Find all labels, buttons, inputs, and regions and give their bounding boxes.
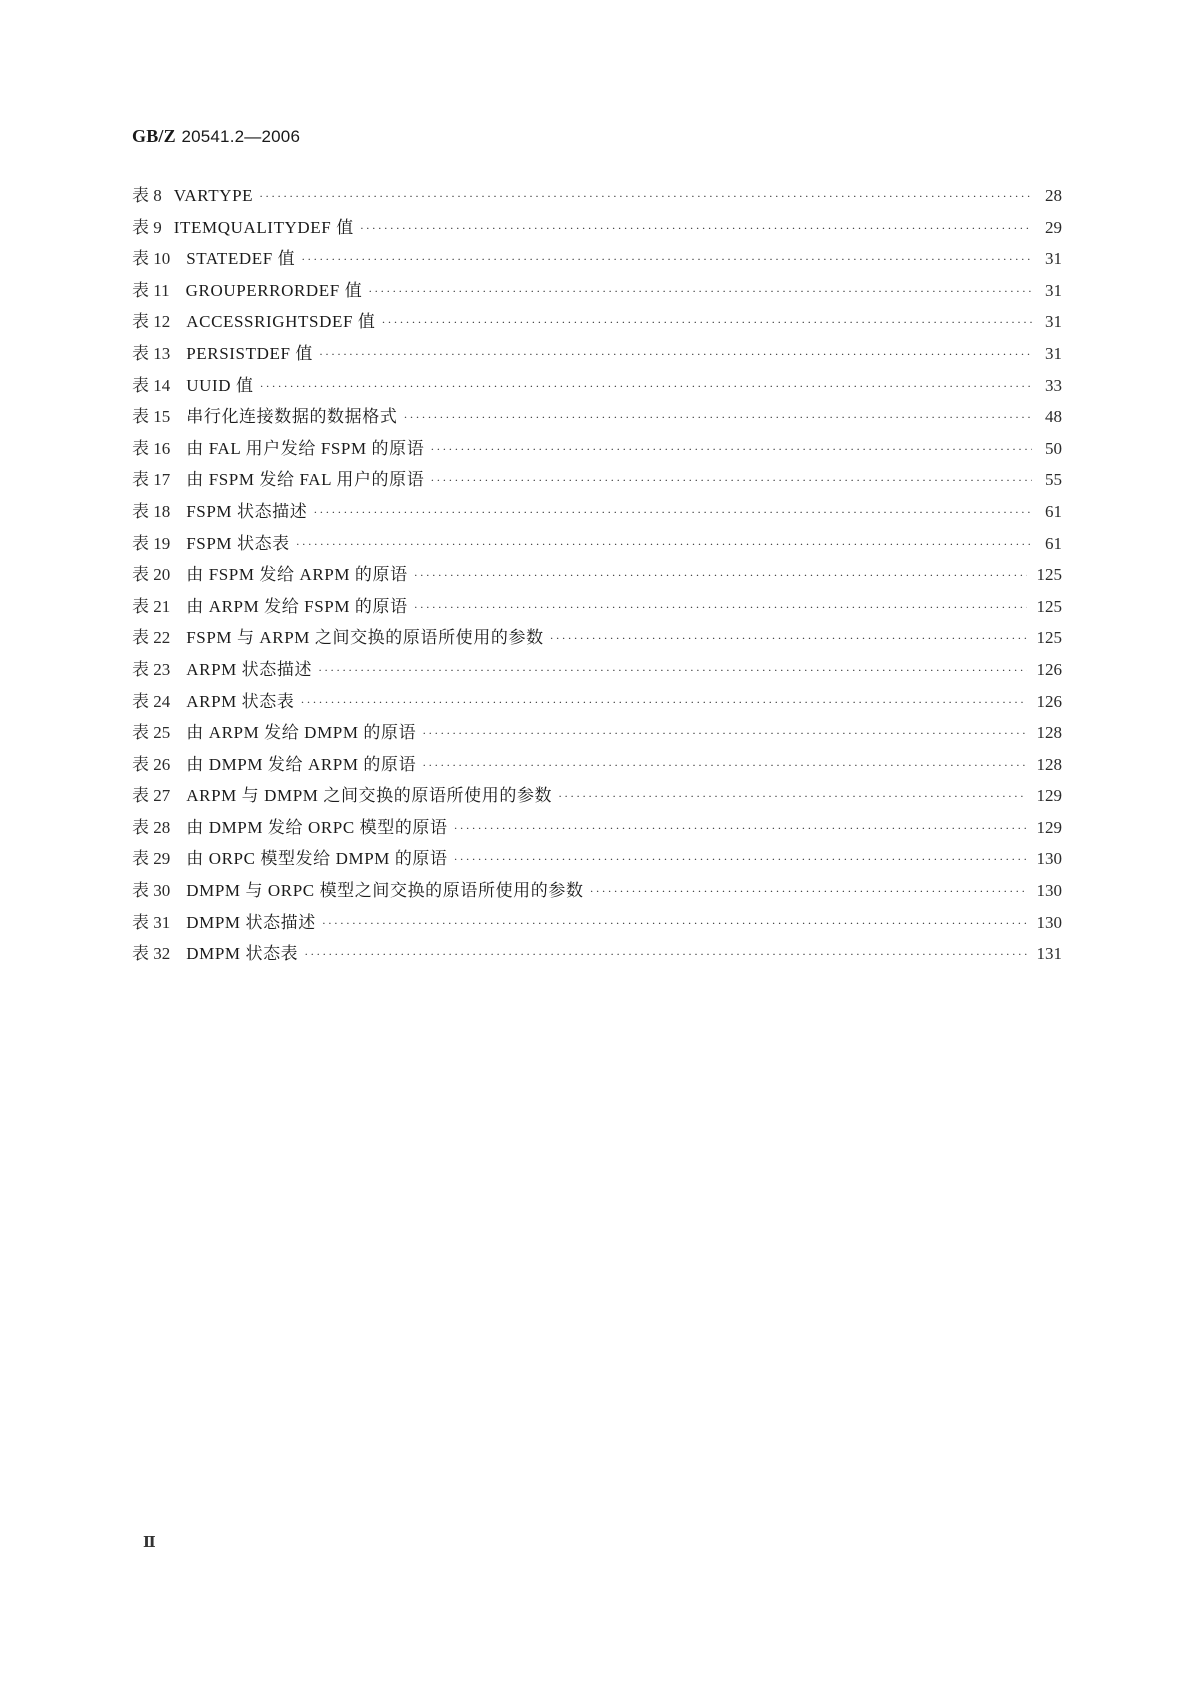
toc-entry-page: 125 xyxy=(1036,596,1062,616)
toc-entry-page: 50 xyxy=(1045,438,1062,458)
toc-entry-label: 表 29 xyxy=(132,849,171,869)
toc-entry-label: 表 18 xyxy=(132,501,171,521)
toc-entry-label: 表 21 xyxy=(132,596,171,616)
dot-leader xyxy=(430,442,1032,457)
dot-leader xyxy=(454,821,1027,836)
page-number: Ⅱ xyxy=(143,1535,156,1551)
toc-entry-page: 33 xyxy=(1045,375,1062,395)
toc-entry-title: FSPM 状态表 xyxy=(186,533,290,553)
toc-entry-label: 表 10 xyxy=(132,249,171,269)
toc-entry-label: 表 9 xyxy=(132,217,162,237)
toc-entry-label: 表 22 xyxy=(132,628,171,648)
toc-entry-title: ARPM 状态描述 xyxy=(186,659,313,679)
toc-entry-label: 表 8 xyxy=(132,186,162,205)
toc-entry-label: 表 15 xyxy=(132,407,171,427)
dot-leader xyxy=(550,631,1027,646)
toc-entry[interactable] xyxy=(132,781,1062,813)
toc-entry[interactable] xyxy=(132,939,1062,971)
dot-leader xyxy=(422,758,1026,773)
toc-entry-title: DMPM 与 ORPC 模型之间交换的原语所使用的参数 xyxy=(186,881,584,901)
toc-entry-title: STATEDEF 值 xyxy=(186,249,296,269)
toc-entry-label: 表 28 xyxy=(132,817,171,837)
toc-entry-title: 串行化连接数据的数据格式 xyxy=(186,407,398,427)
toc-entry-title: ITEMQUALITYDEF 值 xyxy=(173,217,354,237)
toc-entry-title: 由 DMPM 发给 ARPM 的原语 xyxy=(186,754,417,774)
toc-entry-page: 130 xyxy=(1036,881,1062,901)
toc-entry[interactable] xyxy=(132,655,1062,687)
dot-leader xyxy=(301,695,1027,710)
toc-entry[interactable] xyxy=(132,307,1062,339)
toc-entry-label: 表 32 xyxy=(132,944,171,964)
toc-entry-title: ACCESSRIGHTSDEF 值 xyxy=(186,312,376,332)
toc-entry-page: 130 xyxy=(1036,849,1062,869)
toc-entry-page: 131 xyxy=(1036,944,1062,964)
dot-leader xyxy=(403,410,1032,425)
toc-entry-title: ARPM 状态表 xyxy=(186,691,295,711)
dot-leader xyxy=(304,947,1026,962)
toc-entry[interactable] xyxy=(132,813,1062,845)
toc-entry-label: 表 17 xyxy=(132,470,171,490)
dot-leader xyxy=(313,505,1032,520)
dot-leader xyxy=(454,852,1027,867)
toc-entry[interactable] xyxy=(132,276,1062,308)
dot-leader xyxy=(301,252,1032,267)
toc-entry-label: 表 19 xyxy=(132,533,171,553)
dot-leader xyxy=(590,884,1027,899)
toc-entry[interactable] xyxy=(132,908,1062,940)
toc-entry-label: 表 12 xyxy=(132,312,171,332)
toc-entry[interactable] xyxy=(132,339,1062,371)
toc-entry-page: 31 xyxy=(1045,343,1062,363)
dot-leader xyxy=(322,916,1027,931)
toc-entry-title: UUID 值 xyxy=(186,375,254,395)
toc-entry-page: 129 xyxy=(1036,786,1062,806)
toc-entry-page: 125 xyxy=(1036,565,1062,585)
toc-entry[interactable] xyxy=(132,718,1062,750)
toc-entry[interactable] xyxy=(132,876,1062,908)
toc-entry-label: 表 26 xyxy=(132,754,171,774)
toc-entry-title: 由 DMPM 发给 ORPC 模型的原语 xyxy=(186,817,448,837)
toc-entry[interactable] xyxy=(132,529,1062,561)
toc-entry-title: 由 ARPM 发给 DMPM 的原语 xyxy=(186,723,417,743)
toc-entry-title: VARTYPE xyxy=(173,186,254,205)
toc-entry-label: 表 11 xyxy=(132,280,170,300)
toc-entry[interactable] xyxy=(132,213,1062,245)
toc-entry-title: 由 ORPC 模型发给 DMPM 的原语 xyxy=(186,849,448,869)
toc-entry-page: 55 xyxy=(1045,470,1062,490)
toc-entry-page: 128 xyxy=(1036,723,1062,743)
dot-leader xyxy=(558,789,1026,804)
toc-entry[interactable] xyxy=(132,750,1062,782)
toc-entry-label: 表 14 xyxy=(132,375,171,395)
table-of-contents xyxy=(132,181,1062,971)
toc-entry-title: 由 FSPM 发给 ARPM 的原语 xyxy=(186,565,408,585)
toc-entry-page: 128 xyxy=(1036,754,1062,774)
toc-entry[interactable] xyxy=(132,687,1062,719)
dot-leader xyxy=(259,189,1032,204)
toc-entry-page: 31 xyxy=(1045,249,1062,269)
toc-entry-page: 61 xyxy=(1045,501,1062,521)
toc-entry[interactable] xyxy=(132,844,1062,876)
toc-entry-label: 表 30 xyxy=(132,881,171,901)
toc-entry-page: 31 xyxy=(1045,312,1062,332)
toc-entry-page: 28 xyxy=(1045,186,1062,205)
toc-entry-title: 由 FSPM 发给 FAL 用户的原语 xyxy=(186,470,425,490)
toc-entry[interactable] xyxy=(132,592,1062,624)
toc-entry-title: FSPM 状态描述 xyxy=(186,501,308,521)
toc-entry[interactable] xyxy=(132,371,1062,403)
toc-entry-page: 126 xyxy=(1036,691,1062,711)
dot-leader xyxy=(430,473,1032,488)
toc-entry-page: 31 xyxy=(1045,280,1062,300)
toc-entry-title: DMPM 状态描述 xyxy=(186,912,316,932)
toc-entry-label: 表 31 xyxy=(132,912,171,932)
dot-leader xyxy=(318,663,1026,678)
toc-entry-page: 61 xyxy=(1045,533,1062,553)
toc-entry[interactable] xyxy=(132,402,1062,434)
toc-entry-label: 表 20 xyxy=(132,565,171,585)
toc-entry-title: 由 FAL 用户发给 FSPM 的原语 xyxy=(186,438,425,458)
dot-leader xyxy=(296,537,1032,552)
dot-leader xyxy=(414,600,1027,615)
toc-entry-title: FSPM 与 ARPM 之间交换的原语所使用的参数 xyxy=(186,628,544,648)
toc-entry-label: 表 25 xyxy=(132,723,171,743)
dot-leader xyxy=(368,284,1032,299)
toc-entry[interactable] xyxy=(132,465,1062,497)
toc-entry-title: PERSISTDEF 值 xyxy=(186,343,313,363)
toc-entry[interactable] xyxy=(132,434,1062,466)
toc-entry[interactable] xyxy=(132,497,1062,529)
toc-entry-page: 129 xyxy=(1036,817,1062,837)
toc-entry-title: 由 ARPM 发给 FSPM 的原语 xyxy=(186,596,408,616)
toc-entry-label: 表 23 xyxy=(132,659,171,679)
toc-entry-page: 48 xyxy=(1045,407,1062,427)
document-header xyxy=(132,126,300,147)
dot-leader xyxy=(381,315,1032,330)
standard-code: 20541.2—2006 xyxy=(181,127,301,146)
toc-entry-page: 29 xyxy=(1045,217,1062,237)
dot-leader xyxy=(422,726,1026,741)
toc-entry-label: 表 13 xyxy=(132,343,171,363)
toc-entry[interactable] xyxy=(132,623,1062,655)
dot-leader xyxy=(414,568,1027,583)
toc-entry-page: 130 xyxy=(1036,912,1062,932)
toc-entry-page: 126 xyxy=(1036,659,1062,679)
toc-entry[interactable] xyxy=(132,560,1062,592)
toc-entry-label: 表 27 xyxy=(132,786,171,806)
standard-prefix: GB/Z xyxy=(132,126,176,146)
toc-entry-page: 125 xyxy=(1036,628,1062,648)
dot-leader xyxy=(360,221,1032,236)
toc-entry-title: DMPM 状态表 xyxy=(186,944,299,964)
toc-entry-title: GROUPERRORDEF 值 xyxy=(185,280,363,300)
toc-entry-label: 表 24 xyxy=(132,691,171,711)
dot-leader xyxy=(319,347,1032,362)
dot-leader xyxy=(260,379,1032,394)
toc-entry[interactable] xyxy=(132,181,1062,213)
toc-entry[interactable] xyxy=(132,244,1062,276)
toc-entry-title: ARPM 与 DMPM 之间交换的原语所使用的参数 xyxy=(186,786,553,806)
toc-entry-label: 表 16 xyxy=(132,438,171,458)
